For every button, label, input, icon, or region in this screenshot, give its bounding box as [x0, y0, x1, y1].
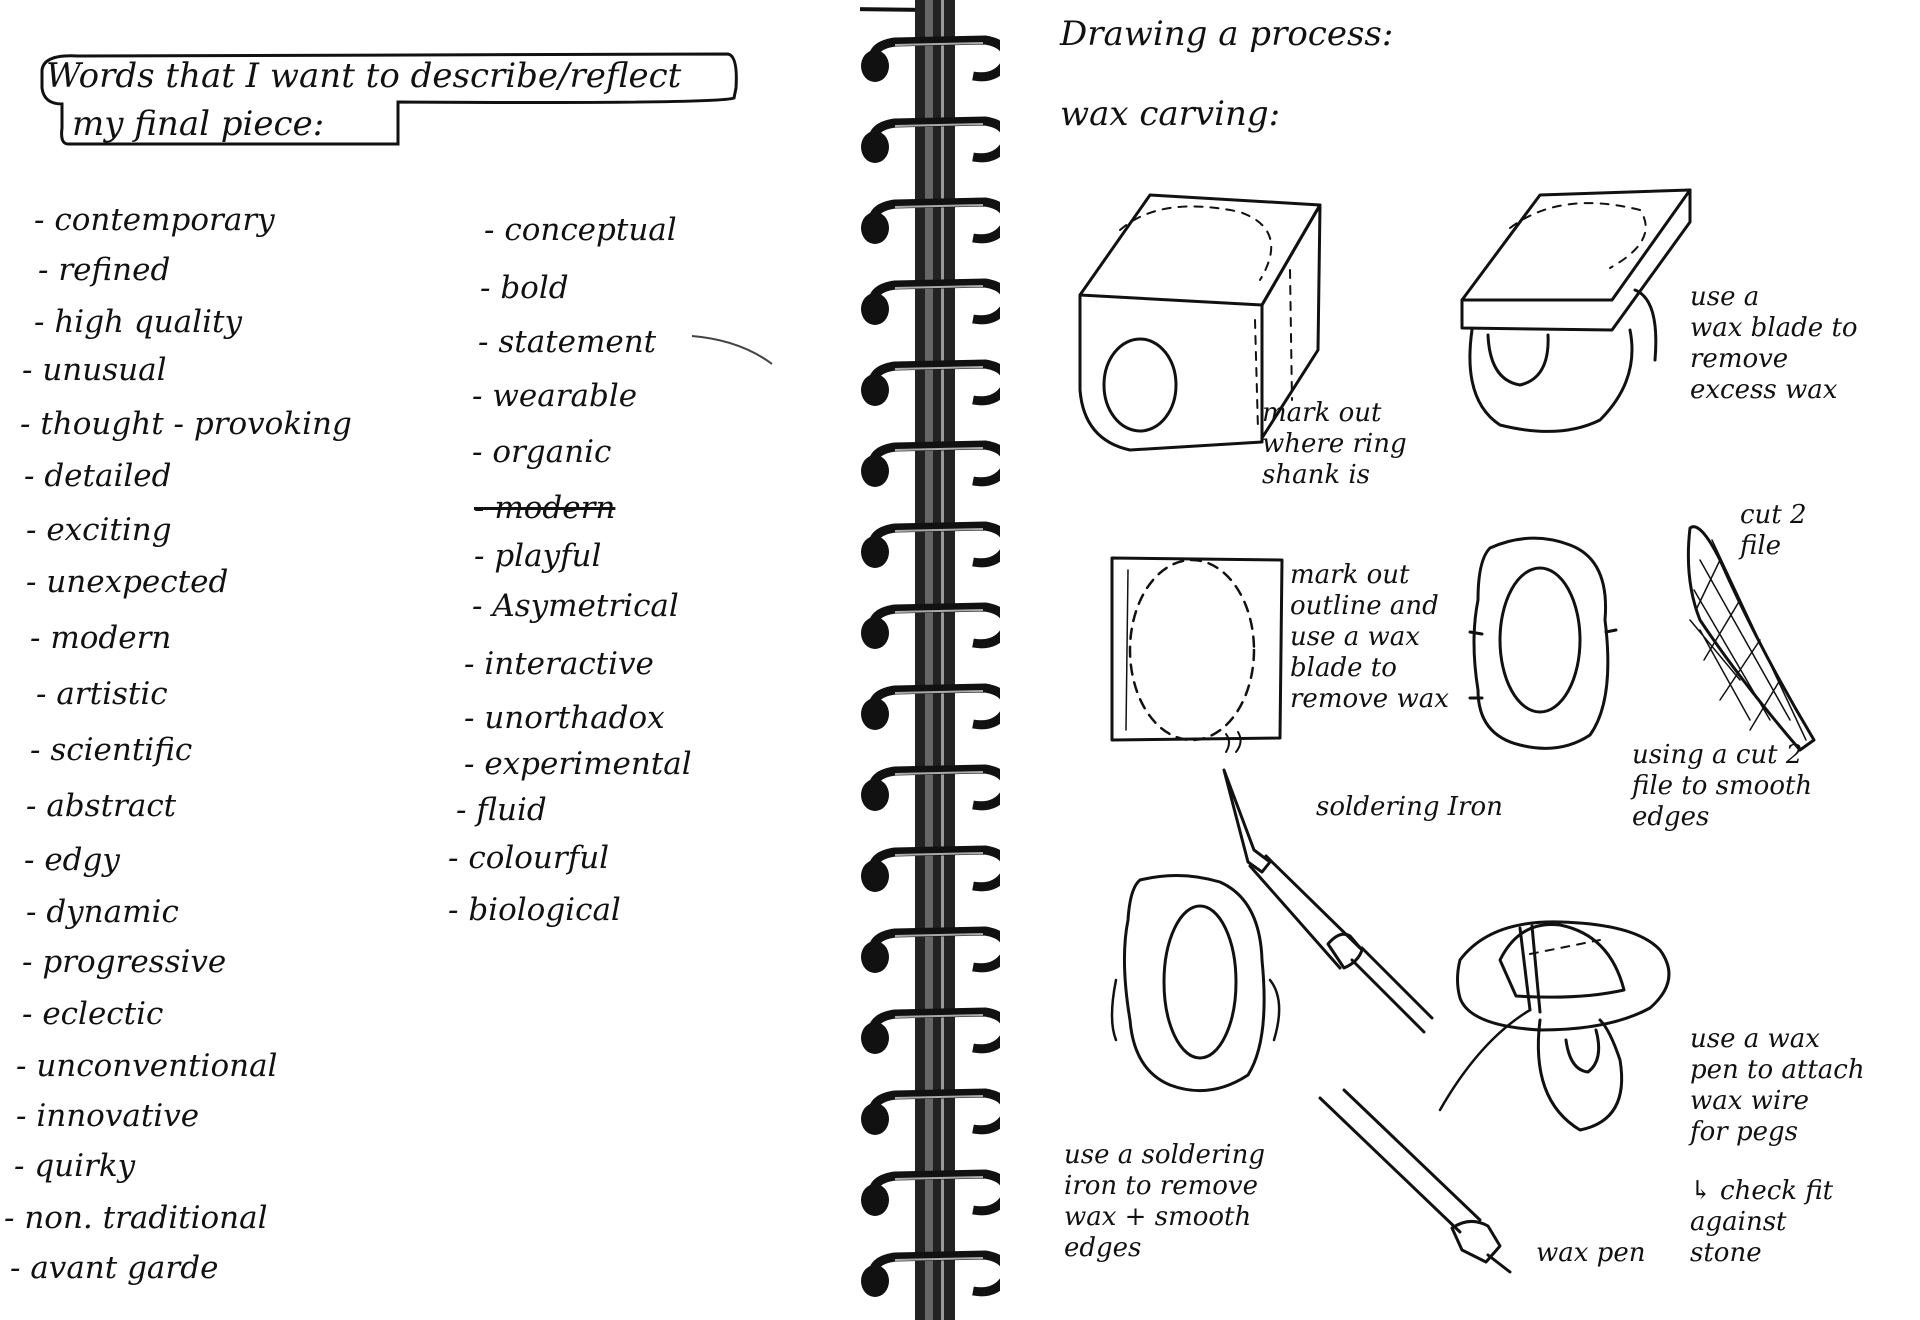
- sketch-wavy-ring: [1470, 538, 1616, 748]
- word-item: - avant garde: [10, 1250, 219, 1286]
- sketch-soldering-iron: [1224, 732, 1432, 1032]
- word-item: - high quality: [34, 304, 242, 340]
- word-item: - colourful: [448, 840, 610, 876]
- word-item-crossed-out: - modern: [474, 490, 616, 526]
- word-item: - bold: [480, 270, 569, 306]
- spiral-binding: [855, 0, 1015, 1320]
- note-mark-shank: mark out where ring shank is: [1262, 398, 1407, 490]
- sketch-ring-with-pegs: [1440, 922, 1669, 1130]
- word-item: - interactive: [464, 646, 654, 682]
- word-item: - eclectic: [22, 996, 164, 1032]
- title-box: [38, 48, 738, 148]
- word-item: - unexpected: [26, 564, 229, 600]
- word-item: - detailed: [24, 458, 172, 494]
- word-item: - refined: [38, 252, 171, 288]
- word-item: - progressive: [22, 944, 227, 980]
- note-soldering-iron: soldering Iron: [1316, 792, 1503, 822]
- note-mark-outline: mark out outline and use a wax blade to remove wax: [1290, 560, 1449, 714]
- word-item: - exciting: [26, 512, 172, 548]
- word-item: - playful: [474, 538, 602, 574]
- word-item: - scientific: [30, 732, 193, 768]
- process-heading: Drawing a process:: [1060, 14, 1394, 54]
- note-use-soldering: use a soldering iron to remove wax + smooth edges: [1064, 1140, 1265, 1263]
- title-line-1: Words that I want to describe/reflect: [46, 56, 682, 96]
- stray-pen-mark: [690, 330, 780, 380]
- title-line-2: my final piece:: [72, 104, 325, 144]
- word-item: - abstract: [26, 788, 177, 824]
- note-wax-pen: wax pen: [1536, 1238, 1646, 1268]
- word-item: - biological: [448, 892, 621, 928]
- word-item: - organic: [472, 434, 612, 470]
- word-item: - innovative: [16, 1098, 200, 1134]
- wax-carving-sketches: [1000, 0, 1920, 1320]
- word-item: - unorthadox: [464, 700, 665, 736]
- note-wax-blade: use a wax blade to remove excess wax: [1690, 282, 1858, 405]
- word-item: - contemporary: [34, 202, 275, 238]
- word-item: - unusual: [22, 352, 167, 388]
- process-subheading: wax carving:: [1060, 94, 1281, 134]
- sketch-smoothed-ring: [1112, 875, 1279, 1090]
- word-item: - non. traditional: [4, 1200, 268, 1236]
- word-item: - statement: [478, 324, 657, 360]
- note-cut2-file: cut 2 file: [1740, 500, 1807, 561]
- sketch-cut2-file: [1688, 527, 1814, 750]
- sketch-square-outline: [1112, 558, 1282, 740]
- word-item: - Asymetrical: [472, 588, 679, 624]
- sketch-wax-block-marked: [1080, 195, 1320, 450]
- word-item: - artistic: [36, 676, 168, 712]
- word-item: - wearable: [472, 378, 638, 414]
- word-item: - quirky: [14, 1148, 136, 1184]
- word-item: - modern: [30, 620, 172, 656]
- word-item: - experimental: [464, 746, 692, 782]
- word-item: - fluid: [456, 792, 547, 828]
- word-item: - unconventional: [16, 1048, 278, 1084]
- left-notebook-page: [0, 0, 860, 1320]
- word-item: - dynamic: [26, 894, 179, 930]
- note-check-fit: ↳ check fit against stone: [1690, 1176, 1834, 1268]
- word-item: - thought - provoking: [20, 406, 352, 442]
- note-wax-pen-attach: use a wax pen to attach wax wire for pegs: [1690, 1024, 1865, 1147]
- note-using-file: using a cut 2 file to smooth edges: [1632, 740, 1813, 832]
- sketch-wax-block-trimmed: [1462, 190, 1690, 431]
- word-item: - conceptual: [484, 212, 677, 248]
- sketch-wax-pen: [1320, 1090, 1510, 1272]
- word-item: - edgy: [24, 842, 120, 878]
